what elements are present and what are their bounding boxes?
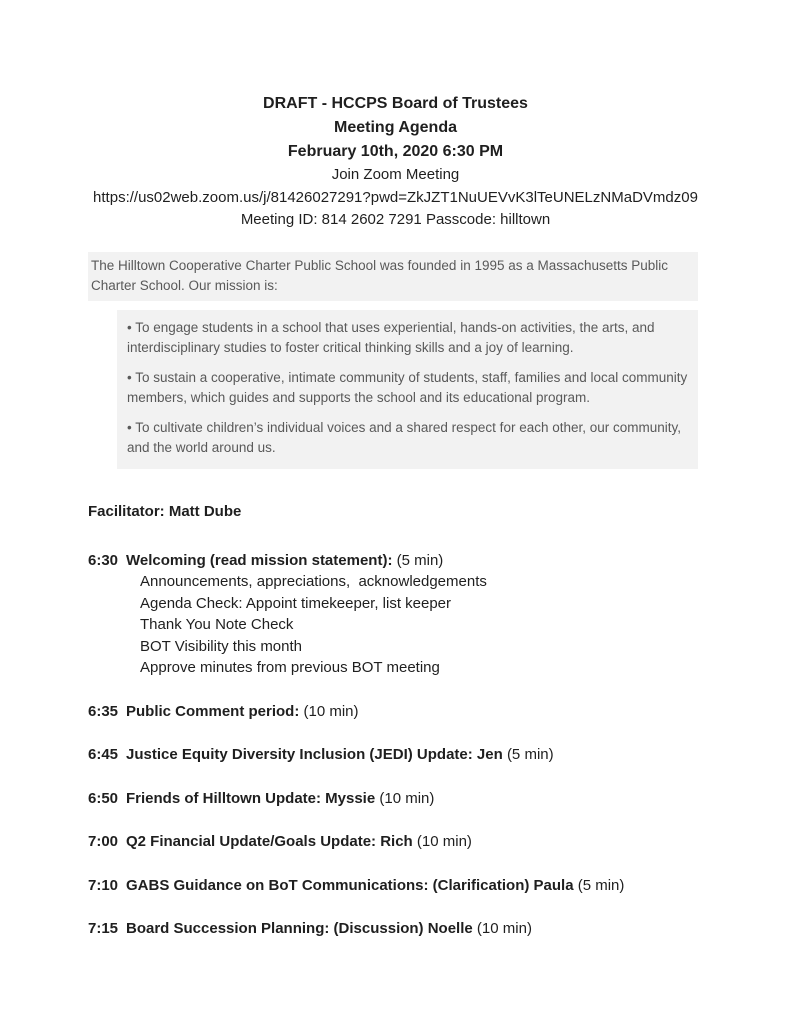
agenda-time: 7:00	[88, 833, 119, 850]
agenda-time: 6:35	[88, 702, 119, 720]
mission-bullet-list	[117, 310, 698, 469]
agenda-subitem: Agenda Check: Appoint timekeeper, list keeper	[140, 594, 452, 612]
agenda-item	[88, 744, 728, 766]
document-header	[0, 0, 791, 232]
agenda-item	[88, 701, 728, 723]
agenda-subitem: Announcements, appreciations, acknowledgements	[140, 573, 487, 590]
agenda-time: 7:15	[88, 920, 119, 937]
agenda-item	[88, 788, 728, 810]
mission-intro: The Hilltown Cooperative Charter Public School was founded in 1995 as a Massachusetts Public Charter School. Our mission is:	[88, 252, 698, 301]
mission-bullet: • To cultivate children’s individual voices and a shared respect for each other, our community, and the world around us.	[127, 419, 685, 455]
agenda-list	[88, 550, 728, 940]
agenda-item-duration: (5 min)	[577, 876, 625, 894]
agenda-time: 6:30	[88, 551, 119, 569]
facilitator-line: Facilitator: Matt Dube	[88, 502, 242, 520]
agenda-item-title: Board Succession Planning: (Discussion) Noelle	[126, 920, 473, 937]
agenda-item-duration: (5 min)	[506, 746, 554, 763]
doc-subtitle: Meeting Agenda	[334, 119, 457, 136]
agenda-time: 6:45	[88, 746, 119, 763]
agenda-item	[88, 875, 728, 897]
agenda-subitem: BOT Visibility this month	[140, 637, 303, 655]
agenda-item	[88, 918, 728, 940]
agenda-item	[88, 831, 728, 853]
agenda-item-duration: (10 min)	[379, 789, 435, 807]
agenda-subitem: Approve minutes from previous BOT meeting	[140, 659, 440, 676]
mission-bullet: • To engage students in a school that uses experiential, hands-on activities, the arts, and interdisciplinary studies to foster critical thinking skills and a joy of learning.	[127, 319, 659, 355]
agenda-item-duration: (5 min)	[396, 551, 444, 569]
agenda-item-duration: (10 min)	[476, 920, 532, 937]
agenda-time: 6:50	[88, 789, 119, 807]
agenda-item-title: Welcoming (read mission statement):	[126, 551, 393, 569]
agenda-time: 7:10	[88, 876, 119, 894]
meeting-id-passcode: Meeting ID: 814 2602 7291 Passcode: hilltown	[240, 211, 551, 228]
agenda-item-title: Q2 Financial Update/Goals Update: Rich	[126, 833, 413, 850]
agenda-item-duration: (10 min)	[299, 702, 359, 720]
mission-section	[88, 252, 698, 469]
agenda-subitem-list	[140, 571, 728, 679]
doc-title: DRAFT - HCCPS Board of Trustees	[263, 95, 528, 112]
agenda-item-title: GABS Guidance on BoT Communications: (Clarification) Paula	[126, 876, 574, 894]
zoom-meeting-url: https://us02web.zoom.us/j/81426027291?pwd=ZkJZT1NuUEVvK3lTeUNELzNMaDVmdz09	[93, 188, 698, 206]
mission-bullet: • To sustain a cooperative, intimate community of students, staff, families and local community members, which guides and supports the school and its educational program.	[127, 369, 692, 405]
agenda-item-title: Friends of Hilltown Update: Myssie	[126, 789, 376, 807]
agenda-item-title: Public Comment period:	[126, 702, 300, 720]
agenda-item-duration: (10 min)	[416, 833, 472, 850]
zoom-meeting-label: Join Zoom Meeting	[331, 166, 460, 183]
agenda-item-heading	[126, 550, 728, 572]
doc-datetime: February 10th, 2020 6:30 PM	[287, 143, 504, 160]
agenda-subitem: Thank You Note Check	[140, 616, 294, 633]
agenda-item	[88, 550, 728, 679]
agenda-item-title: Justice Equity Diversity Inclusion (JEDI) Update: Jen	[126, 746, 503, 763]
